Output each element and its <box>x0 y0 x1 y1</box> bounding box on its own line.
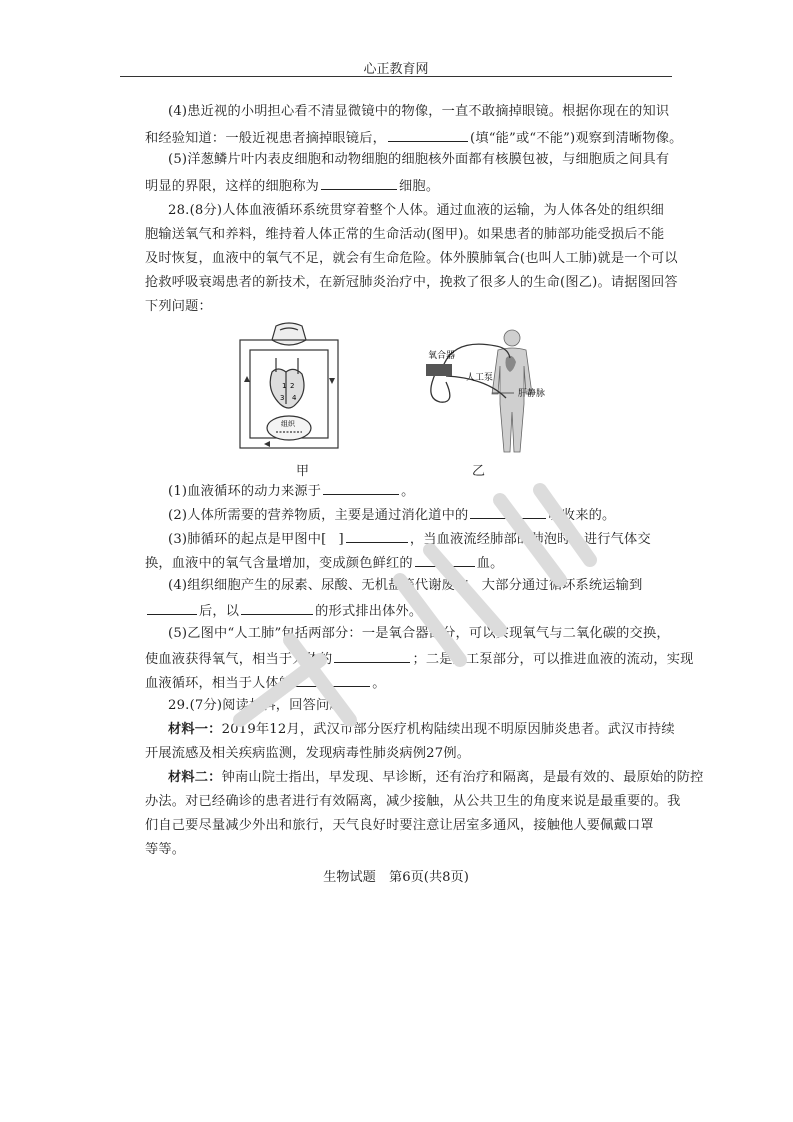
answer-blank[interactable] <box>321 177 397 190</box>
answer-blank[interactable] <box>147 602 197 615</box>
heart-label-3: 3 <box>280 394 285 402</box>
figure-a-caption: 甲 <box>296 464 310 479</box>
q28-sub5-line2-end: ；二是人工泵部分，可以推进血液的流动，实现 <box>412 652 694 667</box>
q28-sub1-text: (1)血液循环的动力来源于 <box>168 484 322 499</box>
figure-artificial-lung <box>416 328 566 456</box>
q27-part4-line2 <box>145 129 682 147</box>
q29-material1-line2: 开展流感及相关疾病监测，发现病毒性肺炎病例27例。 <box>145 746 471 761</box>
material2-label: 材料二： <box>168 770 222 785</box>
q28-sub5-line3-end: 。 <box>372 676 386 691</box>
q28-intro-line2: 胞输送氧气和养料，维持着人体正常的生命活动(图甲)。如果患者的肺部功能受损后不能 <box>145 227 665 242</box>
header-divider <box>120 76 672 77</box>
q29-material2-line4: 等等。 <box>145 842 186 857</box>
q28-sub3-text-b: ] <box>338 532 344 547</box>
pump-label: 人工泵 <box>466 373 494 383</box>
q29-material1-line1 <box>168 722 675 738</box>
answer-blank[interactable] <box>334 650 410 663</box>
figure-b-caption: 乙 <box>472 464 486 479</box>
q27-part4-line1: (4)患近视的小明担心看不清显微镜中的物像，一直不敢摘掉眼镜。根据你现在的知识 <box>168 104 670 119</box>
material1-label: 材料一： <box>168 722 222 737</box>
q28-sub4-line2 <box>145 602 422 620</box>
answer-blank[interactable] <box>346 530 408 543</box>
q28-sub3-text-c: ，当血液流经肺部的肺泡时，进行气体交 <box>409 532 651 547</box>
q28-sub3-text-a: (3)肺循环的起点是甲图中[ <box>168 532 327 547</box>
q28-sub4-line2-end: 的形式排出体外。 <box>315 604 423 619</box>
q27-part5-line1: (5)洋葱鳞片叶内表皮细胞和动物细胞的细胞核外面都有核膜包被，与细胞质之间具有 <box>168 152 670 167</box>
q27-part5-text-b: 细胞。 <box>399 179 440 194</box>
q28-sub5-line2-text: 使血液获得氧气，相当于人体的 <box>145 652 333 667</box>
q29-material2-line3: 们自己要尽量减少外出和旅行，天气良好时要注意让居室多通风，接触他人要佩戴口罩 <box>145 818 654 833</box>
q28-intro-line1: 28.(8分)人体血液循环系统贯穿着整个人体。通过血液的运输，为人体各处的组织细 <box>168 203 665 218</box>
q28-sub3-line2 <box>145 554 504 572</box>
q27-part4-text-b: (填“能”或“不能”)观察到清晰物像。 <box>469 131 683 146</box>
material2-text: 钟南山院士指出，早发现、早诊断，还有治疗和隔离，是最有效的、最原始的防控 <box>221 770 704 785</box>
page-footer: 生物试题 第6页(共8页) <box>323 870 469 885</box>
q28-intro-line4: 抢救呼吸衰竭患者的新技术，在新冠肺炎治疗中，挽救了很多人的生命(图乙)。请据图回答 <box>145 275 678 290</box>
q28-sub4-line2-text: 后，以 <box>199 604 240 619</box>
tissue-label: 组织 <box>281 420 295 428</box>
q28-sub2-end: 吸收来的。 <box>548 508 616 523</box>
q28-sub5-line2 <box>145 650 694 668</box>
page-header: 心正教育网 <box>363 62 429 77</box>
answer-blank[interactable] <box>388 129 468 142</box>
q27-part5-text-a: 明显的界限，这样的细胞称为 <box>145 179 320 194</box>
q28-sub5-line3-text: 血液循环，相当于人体的 <box>145 676 293 691</box>
q27-part5-line2 <box>145 177 439 195</box>
q29-intro: 29.(7分)阅读材料，回答问题。 <box>168 698 357 713</box>
q29-material2-line2: 办法。对已经确诊的患者进行有效隔离，减少接触，从公共卫生的角度来说是最重要的。我 <box>145 794 681 809</box>
q28-intro-line5: 下列问题： <box>145 299 212 314</box>
q28-sub1 <box>168 482 415 500</box>
figure-circulation-diagram <box>236 322 342 452</box>
heart-label-1: 1 <box>282 382 287 390</box>
answer-blank[interactable] <box>241 602 313 615</box>
answer-blank[interactable] <box>415 554 475 567</box>
q28-intro-line3: 及时恢复，血液中的氧气不足，就会有生命危险。体外膜肺氧合(也叫人工肺)就是一个可以 <box>145 251 678 266</box>
q28-sub3-line2-text: 换，血液中的氧气含量增加，变成颜色鲜红的 <box>145 556 413 571</box>
heart-label-4: 4 <box>292 394 297 402</box>
q28-sub2 <box>168 506 615 524</box>
q28-sub2-text: (2)人体所需要的营养物质，主要是通过消化道中的 <box>168 508 469 523</box>
q28-sub1-end: 。 <box>401 484 415 499</box>
q27-part4-text-a: 和经验知道：一般近视患者摘掉眼镜后， <box>145 131 386 146</box>
vein-label: 肝静脉 <box>518 389 546 399</box>
q28-sub3-line2-end: 血。 <box>476 556 504 571</box>
q28-sub4-line1: (4)组织细胞产生的尿素、尿酸、无机盐等代谢废物，大部分通过循环系统运输到 <box>168 578 643 593</box>
q29-material2-line1 <box>168 770 704 786</box>
oxygenator-device <box>426 364 452 376</box>
answer-blank[interactable] <box>323 482 399 495</box>
q28-sub5-line1: (5)乙图中“人工肺”包括两部分：一是氧合器部分，可以实现氧气与二氧化碳的交换， <box>168 626 670 641</box>
oxygenator-label: 氧合器 <box>428 351 456 361</box>
q28-sub3-line1 <box>168 530 651 548</box>
answer-blank[interactable] <box>294 674 370 687</box>
material1-text: 2019年12月，武汉市部分医疗机构陆续出现不明原因肺炎患者。武汉市持续 <box>221 722 675 737</box>
q28-sub5-line3 <box>145 674 386 692</box>
answer-blank[interactable] <box>470 506 546 519</box>
heart-label-2: 2 <box>290 382 295 390</box>
